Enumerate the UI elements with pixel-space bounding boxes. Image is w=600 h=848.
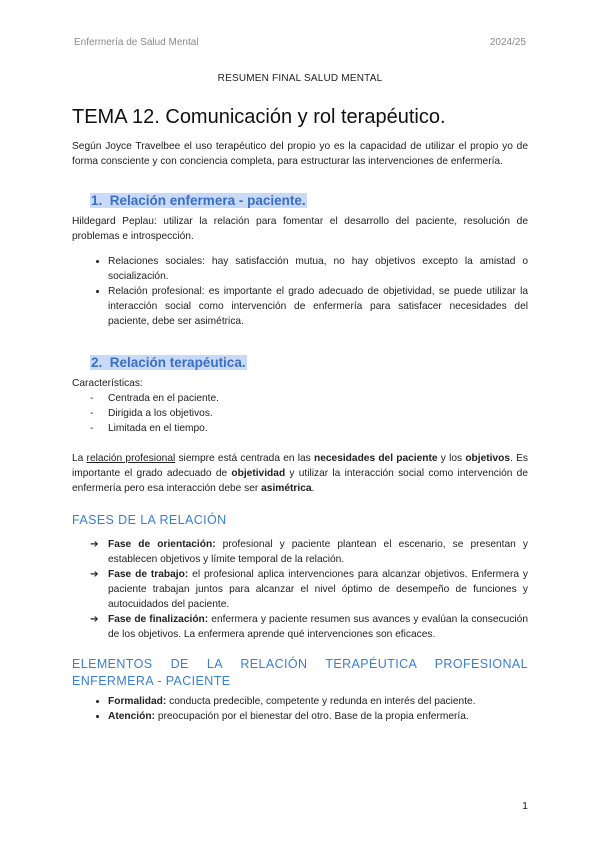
topic-title: TEMA 12. Comunicación y rol terapéutico. [72, 106, 446, 128]
phases-list [72, 537, 528, 642]
list-item: - Centrada en el paciente. [90, 391, 528, 406]
list-item: • Atención: preocupación por el bienestar del otro. Base de la propia enfermería. [108, 709, 528, 724]
list-item: ➔ Fase de orientación: profesional y paciente plantean el escenario, se presentan y establecen objetivos y límite temporal de la relación. [90, 539, 529, 565]
arrow-icon: ➔ [90, 614, 99, 625]
section-1-heading [90, 193, 528, 208]
list-item: • Formalidad: conducta predecible, competente y redunda en interés del paciente. [108, 694, 528, 709]
section-1-text: Hildegard Peplau: utilizar la relación para fomentar el desarrollo del paciente, resolución de problemas e introspección. [72, 216, 528, 242]
list-item: ➔ Fase de finalización: enfermera y paciente resumen sus avances y evalúan la consecución de los objetivos. La enfermera aprende qué intervenciones son eficaces. [90, 614, 529, 640]
section-2-title: Relación terapéutica. [109, 355, 246, 370]
section-1-number: 1. [91, 193, 103, 208]
characteristics-label: Características: [72, 378, 143, 389]
underlined-term: relación profesional [86, 453, 176, 464]
section-2-paragraph: La relación profesional siempre está centrada en las necesidades del paciente y los objetivos. Es importante el grado adecuado de objetividad y utilizar la interacción social como intervención de enfermería pero esa interacción debe ser asimétrica. [72, 453, 529, 494]
section-2-heading [90, 355, 528, 370]
list-item: • Relación profesional: es importante el grado adecuado de objetividad, se puede utilizar la interacción social como intervención de enfermería para satisfacer necesidades del paciente, debe ser asimétrica. [108, 284, 528, 329]
arrow-icon: ➔ [90, 569, 99, 580]
characteristics-list [72, 391, 528, 436]
arrow-icon: ➔ [90, 539, 99, 550]
elements-heading: ELEMENTOS DE LA RELACIÓN TERAPÉUTICA PROFESIONAL ENFERMERA - PACIENTE [72, 657, 528, 688]
list-item: - Limitada en el tiempo. [90, 421, 528, 436]
list-item: ➔ Fase de trabajo: el profesional aplica intervenciones para alcanzar objetivos. Enfermera y paciente trabajan juntos para alcanzar el nivel óptimo de desempeño de funciones y autocuidados del paciente. [90, 569, 528, 610]
document-title: RESUMEN FINAL SALUD MENTAL [217, 73, 383, 84]
section-1-bullets [72, 254, 528, 329]
section-1-title: Relación enfermera - paciente. [109, 193, 306, 208]
intro-paragraph: Según Joyce Travelbee el uso terapéutico del propio yo es la capacidad de utilizar el propio yo de forma consciente y con conciencia completa, para estructurar las intervenciones de enfermería. [72, 141, 528, 167]
list-item: • Relaciones sociales: hay satisfacción mutua, no hay objetivos excepto la amistad o socialización. [108, 254, 528, 284]
list-item: - Dirigida a los objetivos. [90, 406, 528, 421]
elements-list [72, 694, 528, 724]
page-number: 1 [522, 800, 528, 812]
header-subject: Enfermería de Salud Mental [74, 37, 199, 48]
header-year: 2024/25 [489, 37, 526, 48]
phases-heading: FASES DE LA RELACIÓN [72, 513, 227, 527]
document-body [72, 106, 528, 724]
section-2-number: 2. [91, 355, 103, 370]
